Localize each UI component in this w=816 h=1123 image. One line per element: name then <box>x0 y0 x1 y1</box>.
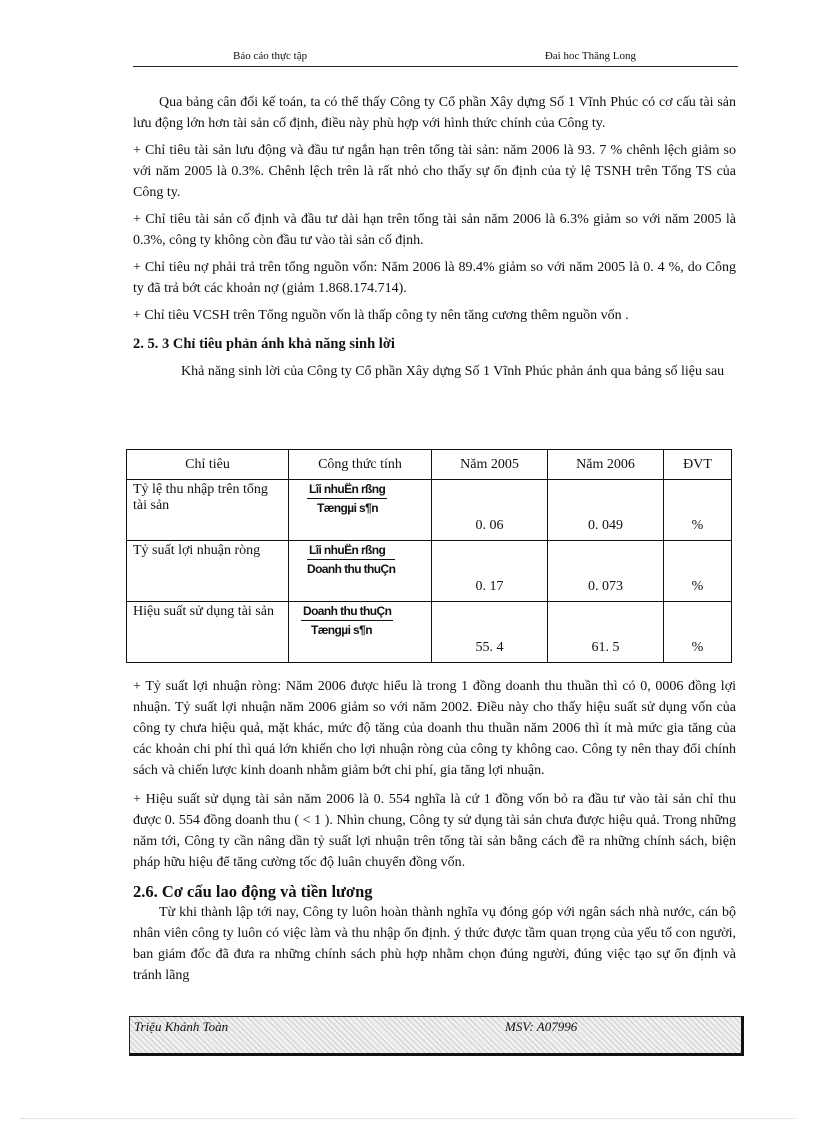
profitability-table <box>126 449 732 663</box>
indicator-cell: Hiệu suất sử dụng tài sản <box>127 602 289 663</box>
formula-denominator: Doanh thu thuÇn <box>307 562 396 576</box>
header-right-text: Đai hoc Thăng Long <box>544 50 636 62</box>
table-header-row <box>127 450 732 480</box>
paragraph-current-assets: + Chỉ tiêu tài sản lưu động và đầu tư ngắn hạn trên tổng tài sản: năm 2006 là 93. 7 % chênh lệch giảm so với năm 2005 là 0.3%. Chênh lệch trên là rất nhỏ cho thấy sự ổn định của tỷ lệ TSNH trên Tổng TS của Công ty. <box>133 143 736 200</box>
paragraph-asset-turnover: + Hiệu suất sử dụng tài sản năm 2006 là 0. 554 nghĩa là cứ 1 đồng vốn bỏ ra đầu tư vào tài sản chỉ thu được 0. 554 đồng doanh thu ( < 1 ). Nhìn chung, Công ty sử dụng tài sản chưa được hiệu quả. Trong những năm tới, Công ty cần nâng dần tỷ suất lợi nhuận trên tổng tài sản bằng cách đề ra những chính sách, biện pháp hữu hiệu để tăng cường tốc độ luân chuyển đồng vốn. <box>133 792 736 870</box>
section-heading-labor: 2.6. Cơ cấu lao động và tiền lương <box>133 882 373 901</box>
footer-author: Triệu Khánh Toàn <box>134 1019 229 1034</box>
section-heading-profitability: 2. 5. 3 Chỉ tiêu phản ánh khả năng sinh lời <box>133 336 395 352</box>
footer-student-id: MSV: A07996 <box>505 1019 578 1034</box>
body-section-2 <box>133 676 736 986</box>
page-header <box>133 48 738 66</box>
formula-fraction <box>307 482 387 515</box>
paragraph-net-margin: + Tỷ suất lợi nhuận ròng: Năm 2006 được hiểu là trong 1 đồng doanh thu thuần thì có 0, 0006 đồng lợi nhuận. Tỷ suất lợi nhuận năm 2006 giảm so với năm 2002. Điều này cho thấy hiệu suất sử dụng vốn của công ty chưa hiệu quả, mặt khác, mức độ tăng của doanh thu thuần năm 2006 thì ít mà mức gia tăng của các khoản chi phí thì quá lớn khiến cho lợi nhuận ròng của công ty không cao. Công ty nên thay đổi chính sách và chiến lược kinh doanh nhằm giảm bớt chi phí, gia tăng lợi nhuận. <box>133 679 736 778</box>
formula-numerator: Doanh thu thuÇn <box>301 604 393 621</box>
page-bottom-divider <box>20 1118 796 1119</box>
formula-cell <box>289 541 432 602</box>
header-left-text: Báo cáo thực tập <box>233 50 308 62</box>
col-header-unit: ĐVT <box>664 450 732 480</box>
page-footer <box>129 1016 744 1056</box>
table-row <box>127 480 732 541</box>
formula-denominator: Tængµi s¶n <box>317 501 378 515</box>
paragraph-profitability-intro: Khả năng sinh lời của Công ty Cổ phần Xây dựng Số 1 Vĩnh Phúc phản ánh qua bảng số liệu sau <box>181 364 725 379</box>
paragraph-intro: Qua bảng cân đối kế toán, ta có thể thấy Công ty Cổ phần Xây dựng Số 1 Vĩnh Phúc có cơ cấu tài sản lưu động lớn hơn tài sản cố định, điều này phù hợp với hình thức chính của Công ty. <box>133 95 736 131</box>
col-header-2006: Năm 2006 <box>548 450 664 480</box>
unit-cell: % <box>664 541 732 602</box>
paragraph-labor: Từ khi thành lập tới nay, Công ty luôn hoàn thành nghĩa vụ đóng góp với ngân sách nhà nước, cán bộ nhân viên công ty luôn có việc làm và thu nhập ổn định. ý thức được tầm quan trọng của yếu tố con người, ban giám đốc đã đưa ra những chính sách phù hợp nhằm chọn đúng người, đúng việc tạo sự ổn định và tránh lãng <box>133 905 736 983</box>
value-2006-cell: 0. 073 <box>548 541 664 602</box>
unit-cell: % <box>664 480 732 541</box>
formula-numerator: Lîi nhuËn rßng <box>307 482 387 499</box>
value-2006-cell: 61. 5 <box>548 602 664 663</box>
formula-numerator: Lîi nhuËn rßng <box>307 543 395 560</box>
formula-cell <box>289 480 432 541</box>
formula-denominator: Tængµi s¶n <box>311 623 372 637</box>
value-2005-cell: 0. 17 <box>432 541 548 602</box>
indicator-cell: Tỷ suất lợi nhuận ròng <box>127 541 289 602</box>
col-header-indicator: Chỉ tiêu <box>127 450 289 480</box>
col-header-formula: Công thức tính <box>289 450 432 480</box>
table-row <box>127 602 732 663</box>
formula-fraction <box>301 604 393 637</box>
value-2005-cell: 55. 4 <box>432 602 548 663</box>
paragraph-equity: + Chỉ tiêu VCSH trên Tổng nguồn vốn là thấp công ty nên tăng cương thêm nguồn vốn . <box>133 308 629 323</box>
header-divider <box>133 66 738 67</box>
value-2006-cell: 0. 049 <box>548 480 664 541</box>
formula-cell <box>289 602 432 663</box>
formula-fraction <box>307 543 395 576</box>
body-section-1 <box>133 92 736 388</box>
table-row <box>127 541 732 602</box>
indicator-cell: Tỷ lệ thu nhập trên tổng tài sản <box>127 480 289 541</box>
unit-cell: % <box>664 602 732 663</box>
paragraph-liabilities: + Chỉ tiêu nợ phải trả trên tổng nguồn vốn: Năm 2006 là 89.4% giảm so với năm 2005 là 0. 4 %, do Công ty đã trả bớt các khoản nợ (giảm 1.868.174.714). <box>133 260 736 296</box>
value-2005-cell: 0. 06 <box>432 480 548 541</box>
col-header-2005: Năm 2005 <box>432 450 548 480</box>
paragraph-fixed-assets: + Chỉ tiêu tài sản cố định và đầu tư dài hạn trên tổng tài sản năm 2006 là 6.3% giảm so với năm 2005 là 0.3%, công ty không còn đầu tư vào tài sản cố định. <box>133 212 736 248</box>
